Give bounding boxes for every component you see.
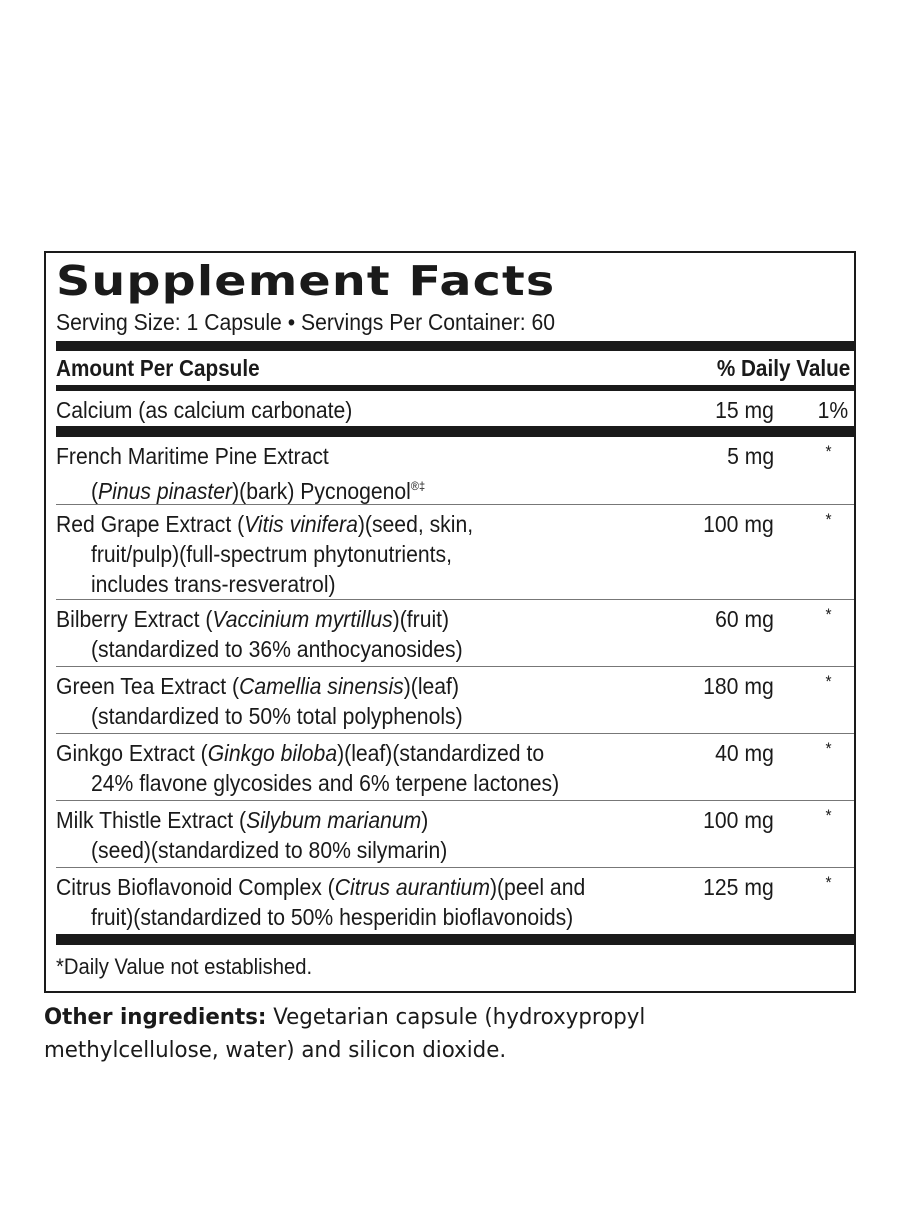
ingredient-daily-value: *: [825, 873, 832, 892]
latin-name: Camellia sinensis: [239, 673, 404, 699]
ingredient-row-ginkgo: [56, 734, 854, 801]
ingredient-detail: 24% flavone glycosides and 6% terpene lactones): [90, 770, 560, 796]
divider-bar: [56, 426, 854, 437]
ingredient-row-citrus-bioflavonoid: [56, 868, 854, 934]
ingredient-detail: (standardized to 50% total polyphenols): [90, 703, 463, 729]
nutrient-row-calcium: [56, 391, 854, 426]
supplement-facts-panel: [44, 251, 856, 993]
nutrient-name: Calcium (as calcium carbonate): [56, 397, 353, 423]
divider-bar: [56, 341, 854, 351]
panel-title: Supplement Facts: [56, 257, 556, 305]
ingredient-name: [56, 604, 645, 634]
text-part: Green Tea Extract (: [56, 673, 240, 699]
ingredient-detail: fruit/pulp)(full-spectrum phytonutrients,: [90, 541, 453, 567]
latin-name: Vitis vinifera: [244, 511, 358, 537]
text-part: Citrus Bioflavonoid Complex (: [56, 874, 335, 900]
ingredient-amount: 180 mg: [703, 673, 774, 699]
amount-per-capsule-header: Amount Per Capsule: [56, 354, 260, 381]
text-part: Ginkgo Extract (: [56, 740, 208, 766]
latin-name: Vaccinium myrtillus: [212, 606, 393, 632]
text-part: )(bark) Pycnogenol: [232, 478, 411, 504]
ingredient-name: French Maritime Pine Extract: [56, 443, 329, 469]
ingredient-name: [56, 509, 645, 539]
text-part: )(leaf): [403, 673, 459, 699]
ingredient-detail: fruit)(standardized to 50% hesperidin bioflavonoids): [90, 904, 574, 930]
other-ingredients: [44, 1001, 839, 1067]
other-ingredients-label: Other ingredients:: [44, 1005, 267, 1030]
ingredient-daily-value: *: [825, 806, 832, 825]
text-part: Red Grape Extract (: [56, 511, 245, 537]
latin-name: Citrus aurantium: [334, 874, 490, 900]
ingredient-name: [56, 805, 645, 835]
divider-bar: [56, 934, 854, 945]
text-part: Milk Thistle Extract (: [56, 807, 247, 833]
ingredient-daily-value: *: [825, 442, 832, 461]
text-part: (: [90, 478, 99, 504]
ingredient-amount: 5 mg: [726, 443, 774, 469]
text-part: )(leaf)(standardized to: [337, 740, 545, 766]
ingredient-daily-value: *: [825, 510, 832, 529]
text-part: Bilberry Extract (: [56, 606, 213, 632]
serving-info: Serving Size: 1 Capsule • Servings Per Container: 60: [56, 309, 556, 335]
ingredient-detail: includes trans-resveratrol): [90, 571, 336, 597]
nutrient-amount: 15 mg: [715, 397, 774, 423]
latin-name: Ginkgo biloba: [207, 740, 338, 766]
ingredient-row-pine: [56, 437, 854, 505]
ingredient-amount: 125 mg: [703, 874, 774, 900]
latin-name: Pinus pinaster: [98, 478, 233, 504]
ingredient-daily-value: *: [825, 605, 832, 624]
column-header-row: [56, 351, 854, 385]
ingredient-detail: [56, 471, 645, 506]
other-ingredients-text: Vegetarian capsule (hydroxypropyl: [273, 1005, 646, 1030]
text-part: ): [421, 807, 429, 833]
daily-value-header: % Daily Value: [716, 354, 850, 381]
ingredient-name: [56, 671, 645, 701]
latin-name: Silybum marianum: [246, 807, 422, 833]
daily-value-footnote: *Daily Value not established.: [56, 954, 313, 979]
ingredient-daily-value: *: [825, 739, 832, 758]
ingredient-amount: 100 mg: [703, 511, 774, 537]
ingredient-name: [56, 738, 645, 768]
ingredient-amount: 60 mg: [715, 606, 774, 632]
text-part: )(fruit): [392, 606, 450, 632]
ingredient-row-bilberry: [56, 600, 854, 667]
ingredient-row-milk-thistle: [56, 801, 854, 868]
ingredient-row-red-grape: [56, 505, 854, 600]
ingredient-amount: 40 mg: [715, 740, 774, 766]
other-ingredients-line: [44, 1001, 839, 1034]
other-ingredients-text: methylcellulose, water) and silicon dioxide.: [44, 1038, 507, 1063]
ingredient-detail: (standardized to 36% anthocyanosides): [90, 636, 463, 662]
ingredient-row-green-tea: [56, 667, 854, 734]
ingredient-name: [56, 872, 645, 902]
ingredient-amount: 100 mg: [703, 807, 774, 833]
nutrient-daily-value: 1%: [817, 397, 848, 423]
ingredient-detail: (seed)(standardized to 80% silymarin): [90, 837, 448, 863]
ingredient-daily-value: *: [825, 672, 832, 691]
text-part: )(peel and: [489, 874, 586, 900]
trademark-mark: ®‡: [410, 479, 426, 493]
text-part: )(seed, skin,: [357, 511, 474, 537]
